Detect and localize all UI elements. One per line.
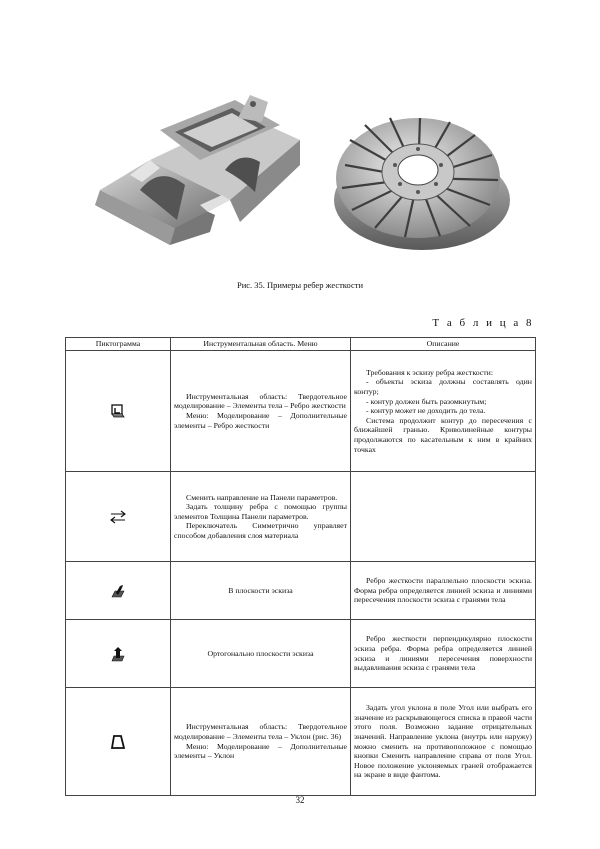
desc-text: Ребро жесткости параллельно плоскости эскиза. Форма ребра определяется линией эскиза и линиями пересечения плоскости эскиза с гранями тела xyxy=(354,576,532,605)
page-number: 32 xyxy=(295,795,305,805)
desc-text: Требования к эскизу ребра жесткости: xyxy=(366,367,494,377)
draft-angle-icon xyxy=(66,688,171,796)
rib-orthogonal-icon xyxy=(66,620,171,688)
menu-text: В плоскости эскиза xyxy=(228,585,293,595)
desc-text: - объекты эскиза должны составлять один контур; xyxy=(354,377,532,397)
menu-text: Инструментальная область: Твердотельное моделирование – Элементы тела – Уклон (рис. 36) xyxy=(174,722,347,741)
housing-part-image xyxy=(95,95,300,245)
menu-cell xyxy=(171,562,351,620)
desc-text: Ребро жесткости перпендикулярно плоскости эскиза ребра. Форма ребра определяется линией эскиза и линиями пересечения поверхности выдавливания эскиза с гранями тела xyxy=(354,634,532,673)
finned-disc-image xyxy=(334,118,510,250)
header-description: Описание xyxy=(351,338,536,351)
description-cell xyxy=(351,562,536,620)
description-cell xyxy=(351,620,536,688)
header-menu: Инструментальная область. Меню xyxy=(171,338,351,351)
table-row xyxy=(66,351,536,472)
menu-cell xyxy=(171,351,351,472)
menu-text: Сменить направление на Панели параметров. xyxy=(186,492,338,502)
table-row xyxy=(66,688,536,796)
table-title: Т а б л и ц а 8 xyxy=(432,317,534,329)
table-row xyxy=(66,620,536,688)
description-cell xyxy=(351,472,536,562)
table-row xyxy=(66,472,536,562)
features-table xyxy=(65,337,536,796)
table-row xyxy=(66,562,536,620)
menu-text: Ортогонально плоскости эскиза xyxy=(207,648,314,658)
figure-stiffening-ribs xyxy=(0,0,600,290)
header-pictogram: Пиктограмма xyxy=(66,338,171,351)
rib-in-sketch-plane-icon xyxy=(66,562,171,620)
desc-text: Задать угол уклона в поле Угол или выбрать его значение из раскрывающегося списка в правой части этого поля. Возможно задание отрицательных значений. Направление уклона (внутрь или наружу) можно сменить на противоположное с помощью кнопки Сменить направление справа от поля Угол. Новое положение уклоняемых граней отображается на экране в виде фантома. xyxy=(354,703,532,780)
swap-arrows-icon xyxy=(66,472,171,562)
menu-cell xyxy=(171,620,351,688)
rib-icon xyxy=(66,351,171,472)
desc-text: - контур должен быть разомкнутым; xyxy=(366,396,487,406)
menu-text: Меню: Моделирование – Дополнительные элементы – Ребро жесткости xyxy=(174,411,347,430)
menu-text: Инструментальная область: Твердотельное моделирование – Элементы тела – Ребро жесткости xyxy=(174,391,347,411)
menu-cell xyxy=(171,472,351,562)
table-header-row xyxy=(66,338,536,351)
figure-caption: Рис. 35. Примеры ребер жесткости xyxy=(236,280,364,290)
menu-text: Меню: Моделирование – Дополнительные элементы – Уклон xyxy=(174,741,347,761)
menu-cell xyxy=(171,688,351,796)
menu-text: Задать толщину ребра с помощью группы элементов Толщина Панели параметров. xyxy=(174,502,347,521)
menu-text: Переключатель Симметрично управляет способом добавления слоя материала xyxy=(174,521,347,540)
desc-text: Система продолжит контур до пересечения с ближайшей гранью. Криволинейные контуры продолжаются по касательным к ним в крайних точках xyxy=(354,415,532,454)
description-cell xyxy=(351,351,536,472)
description-cell xyxy=(351,688,536,796)
desc-text: - контур может не доходить до тела. xyxy=(366,406,486,416)
